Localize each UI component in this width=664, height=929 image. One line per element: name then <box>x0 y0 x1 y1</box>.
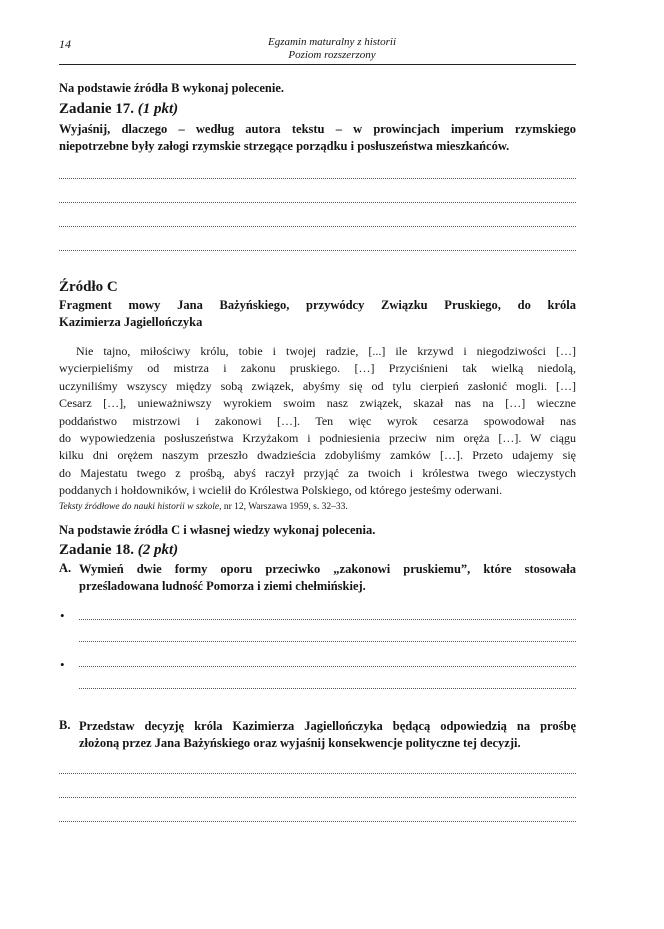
source-c-subtitle-line: Fragment mowy Jana Bażyńskiego, przywódcy Związku Pruskiego, do króla <box>59 298 576 312</box>
page-header <box>0 0 664 70</box>
task-18-points: (2 pkt) <box>137 542 179 558</box>
task-18b-label: B. <box>59 718 71 732</box>
header-divider <box>59 64 576 65</box>
source-c-line: do wypowiedzenia posłuszeństwa Krzyżakom i podniesienia przeciw nim oręża […]. W ciągu <box>59 431 576 446</box>
source-c-line: wycierpieliśmy od mistrza i zakonu pruskiego. […] Przyciśnieni tak wielką niedolą, <box>59 361 576 376</box>
exam-title: Egzamin maturalny z historii <box>267 36 397 48</box>
answer-line[interactable] <box>59 178 576 179</box>
source-c-line: Nie tajno, miłościwy królu, tobie i twojej radzie, [...] ile krzywd i niegodziwości […] <box>76 344 576 358</box>
task-18a-question <box>79 561 576 595</box>
bullet-icon: • <box>60 608 65 623</box>
task-18b-line: Przedstaw decyzję króla Kazimierza Jagiellończyka będącą odpowiedzią na prośbę <box>79 719 576 733</box>
instruction-source-c: Na podstawie źródła C i własnej wiedzy wykonaj polecenia. <box>59 523 376 537</box>
answer-line[interactable] <box>59 202 576 203</box>
answer-line[interactable] <box>59 797 576 798</box>
answer-line[interactable] <box>79 641 576 642</box>
source-c-line: do Majestatu twego z prośbą, abyś raczył przyjąć za twoich i królestwa twego wieczystych <box>59 465 576 480</box>
citation-title: Teksty źródłowe do nauki historii w szkole <box>59 502 220 512</box>
answer-line[interactable] <box>59 821 576 822</box>
source-c-line: poddaństwo mistrzowi i zakonowi […]. Ten więc wyrok cesarza spowodował nas <box>59 413 576 428</box>
task-17-points: (1 pkt) <box>137 101 179 117</box>
task-18b-question <box>79 718 576 752</box>
answer-line[interactable] <box>79 666 576 667</box>
task-17-title <box>59 101 576 118</box>
citation-details: , nr 12, Warszawa 1959, s. 32–33. <box>219 502 348 512</box>
answer-line[interactable] <box>79 619 576 620</box>
source-c-subtitle <box>59 297 576 331</box>
task-17-number: Zadanie 17. <box>59 101 135 117</box>
source-c-citation <box>59 502 576 512</box>
source-c-line: Cesarz […], unieważniwszy wyrokiem swoim nasz związek, skazał nas na […] wieczne <box>59 396 576 411</box>
task-17-question <box>59 121 576 155</box>
task-18a-label: A. <box>59 561 72 575</box>
answer-line[interactable] <box>59 226 576 227</box>
answer-line[interactable] <box>79 688 576 689</box>
instruction-source-b: Na podstawie źródła B wykonaj polecenie. <box>59 81 284 95</box>
source-c-subtitle-line: Kazimierza Jagiellończyka <box>59 315 203 329</box>
source-c-title: Źródło C <box>59 279 118 295</box>
page-number: 14 <box>59 37 71 51</box>
source-c-text <box>59 343 576 500</box>
source-c-line: uczyniliśmy wszyscy między sobą związek, abyśmy się od tylu cierpień zasłonić mogli. […] <box>59 378 576 393</box>
task-18-number: Zadanie 18. <box>59 542 135 558</box>
bullet-icon: • <box>60 657 65 672</box>
task-17-line: niepotrzebne były załogi rzymskie strzegące porządku i posłuszeństwa mieszkańców. <box>59 139 510 153</box>
answer-line[interactable] <box>59 773 576 774</box>
task-18b-line: złożoną przez Jana Bażyńskiego oraz wyjaśnij konsekwencje polityczne tej decyzji. <box>79 736 521 750</box>
exam-level: Poziom rozszerzony <box>288 49 376 61</box>
task-18a-line: prześladowana ludność Pomorza i ziemi chełmińskiej. <box>79 579 366 593</box>
task-18-title <box>59 542 576 559</box>
answer-line[interactable] <box>59 250 576 251</box>
source-c-line: kilku dni orężem naszym przeszło dwadzieścia zdobyliśmy zamków […]. Przeto udajemy się <box>59 448 576 463</box>
source-c-line: poddanych i hołdowników, i wcielił do Królestwa Polskiego, od którego jesteśmy oderwani. <box>59 483 503 498</box>
task-17-line: Wyjaśnij, dlaczego – według autora tekstu – w prowincjach imperium rzymskiego <box>59 122 576 136</box>
task-18a-line: Wymień dwie formy oporu przeciwko „zakonowi pruskiemu”, które stosowała <box>79 562 576 576</box>
